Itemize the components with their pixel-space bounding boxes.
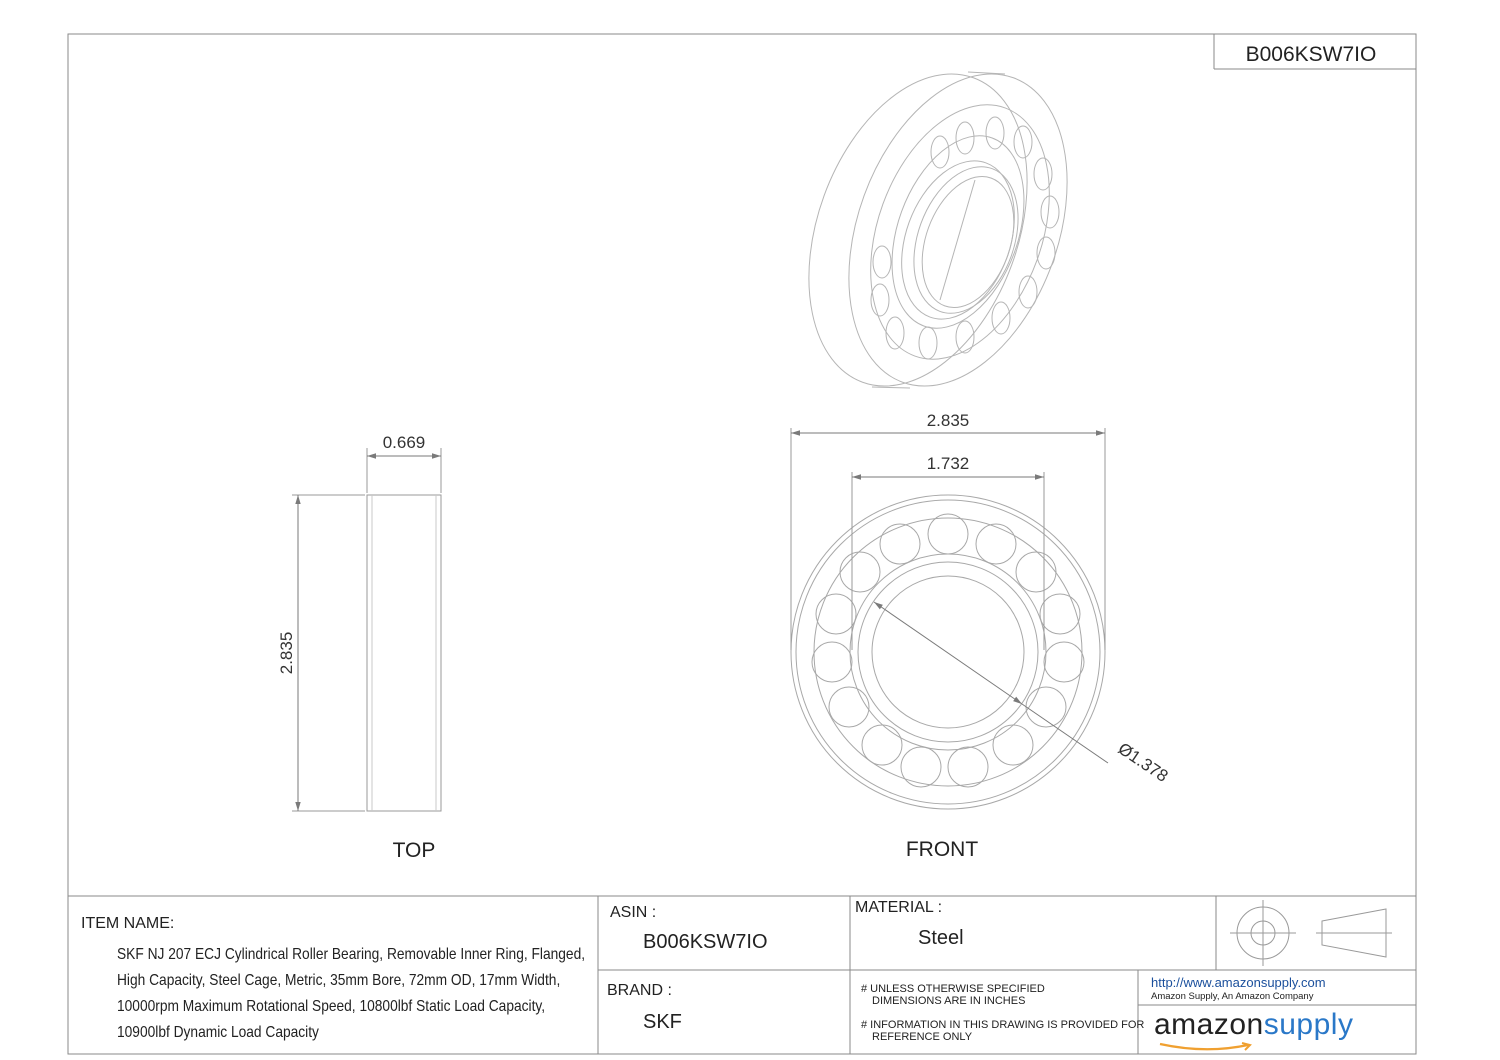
note-reference-line-2: REFERENCE ONLY — [872, 1031, 973, 1043]
top-view — [292, 448, 441, 811]
item-name-line: 10900lbf Dynamic Load Capacity — [117, 1024, 319, 1041]
logo-smile-icon — [1158, 1042, 1254, 1052]
note-units-line-2: DIMENSIONS ARE IN INCHES — [872, 995, 1026, 1007]
item-name-line: 10000rpm Maximum Rotational Speed, 10800lbf Static Load Capacity, — [117, 998, 546, 1015]
isometric-view — [769, 44, 1108, 417]
brand-value: SKF — [643, 1011, 682, 1033]
material-label: MATERIAL : — [855, 899, 943, 916]
front-view — [791, 495, 1105, 809]
item-name-label: ITEM NAME: — [81, 915, 175, 932]
logo-supply-text: supply — [1263, 1008, 1354, 1041]
dim-outer-diameter: 2.835 — [926, 411, 970, 430]
amazon-supply-logo — [1154, 1008, 1353, 1050]
brand-label: BRAND : — [607, 982, 672, 999]
dim-bore: Ø1.378 — [1114, 738, 1172, 786]
top-view-label: TOP — [392, 839, 436, 862]
part-number: B006KSW7IO — [1245, 43, 1377, 66]
note-reference-line-1: # INFORMATION IN THIS DRAWING IS PROVIDED FOR — [861, 1019, 1145, 1031]
company-name: Amazon Supply, An Amazon Company — [1151, 991, 1314, 1002]
dim-height-side: 2.835 — [277, 631, 296, 675]
logo-amazon-text: amazon — [1154, 1008, 1264, 1041]
part-number-box — [1214, 34, 1416, 69]
note-units-line-1: # UNLESS OTHERWISE SPECIFIED — [861, 983, 1045, 995]
sheet-border — [68, 34, 1416, 1054]
item-name-line: SKF NJ 207 ECJ Cylindrical Roller Bearing, Removable Inner Ring, Flanged, — [117, 946, 586, 963]
asin-label: ASIN : — [610, 904, 657, 921]
projection-symbol-icon — [1230, 900, 1392, 966]
dim-width: 0.669 — [382, 433, 426, 452]
item-name-line: High Capacity, Steel Cage, Metric, 35mm Bore, 72mm OD, 17mm Width, — [117, 972, 561, 989]
front-view-label: FRONT — [905, 838, 979, 861]
material-value: Steel — [918, 927, 964, 949]
asin-value: B006KSW7IO — [643, 931, 768, 953]
dim-flange-diameter: 1.732 — [926, 454, 970, 473]
company-url-link[interactable]: http://www.amazonsupply.com — [1151, 975, 1326, 990]
front-dimensions — [791, 428, 1108, 763]
